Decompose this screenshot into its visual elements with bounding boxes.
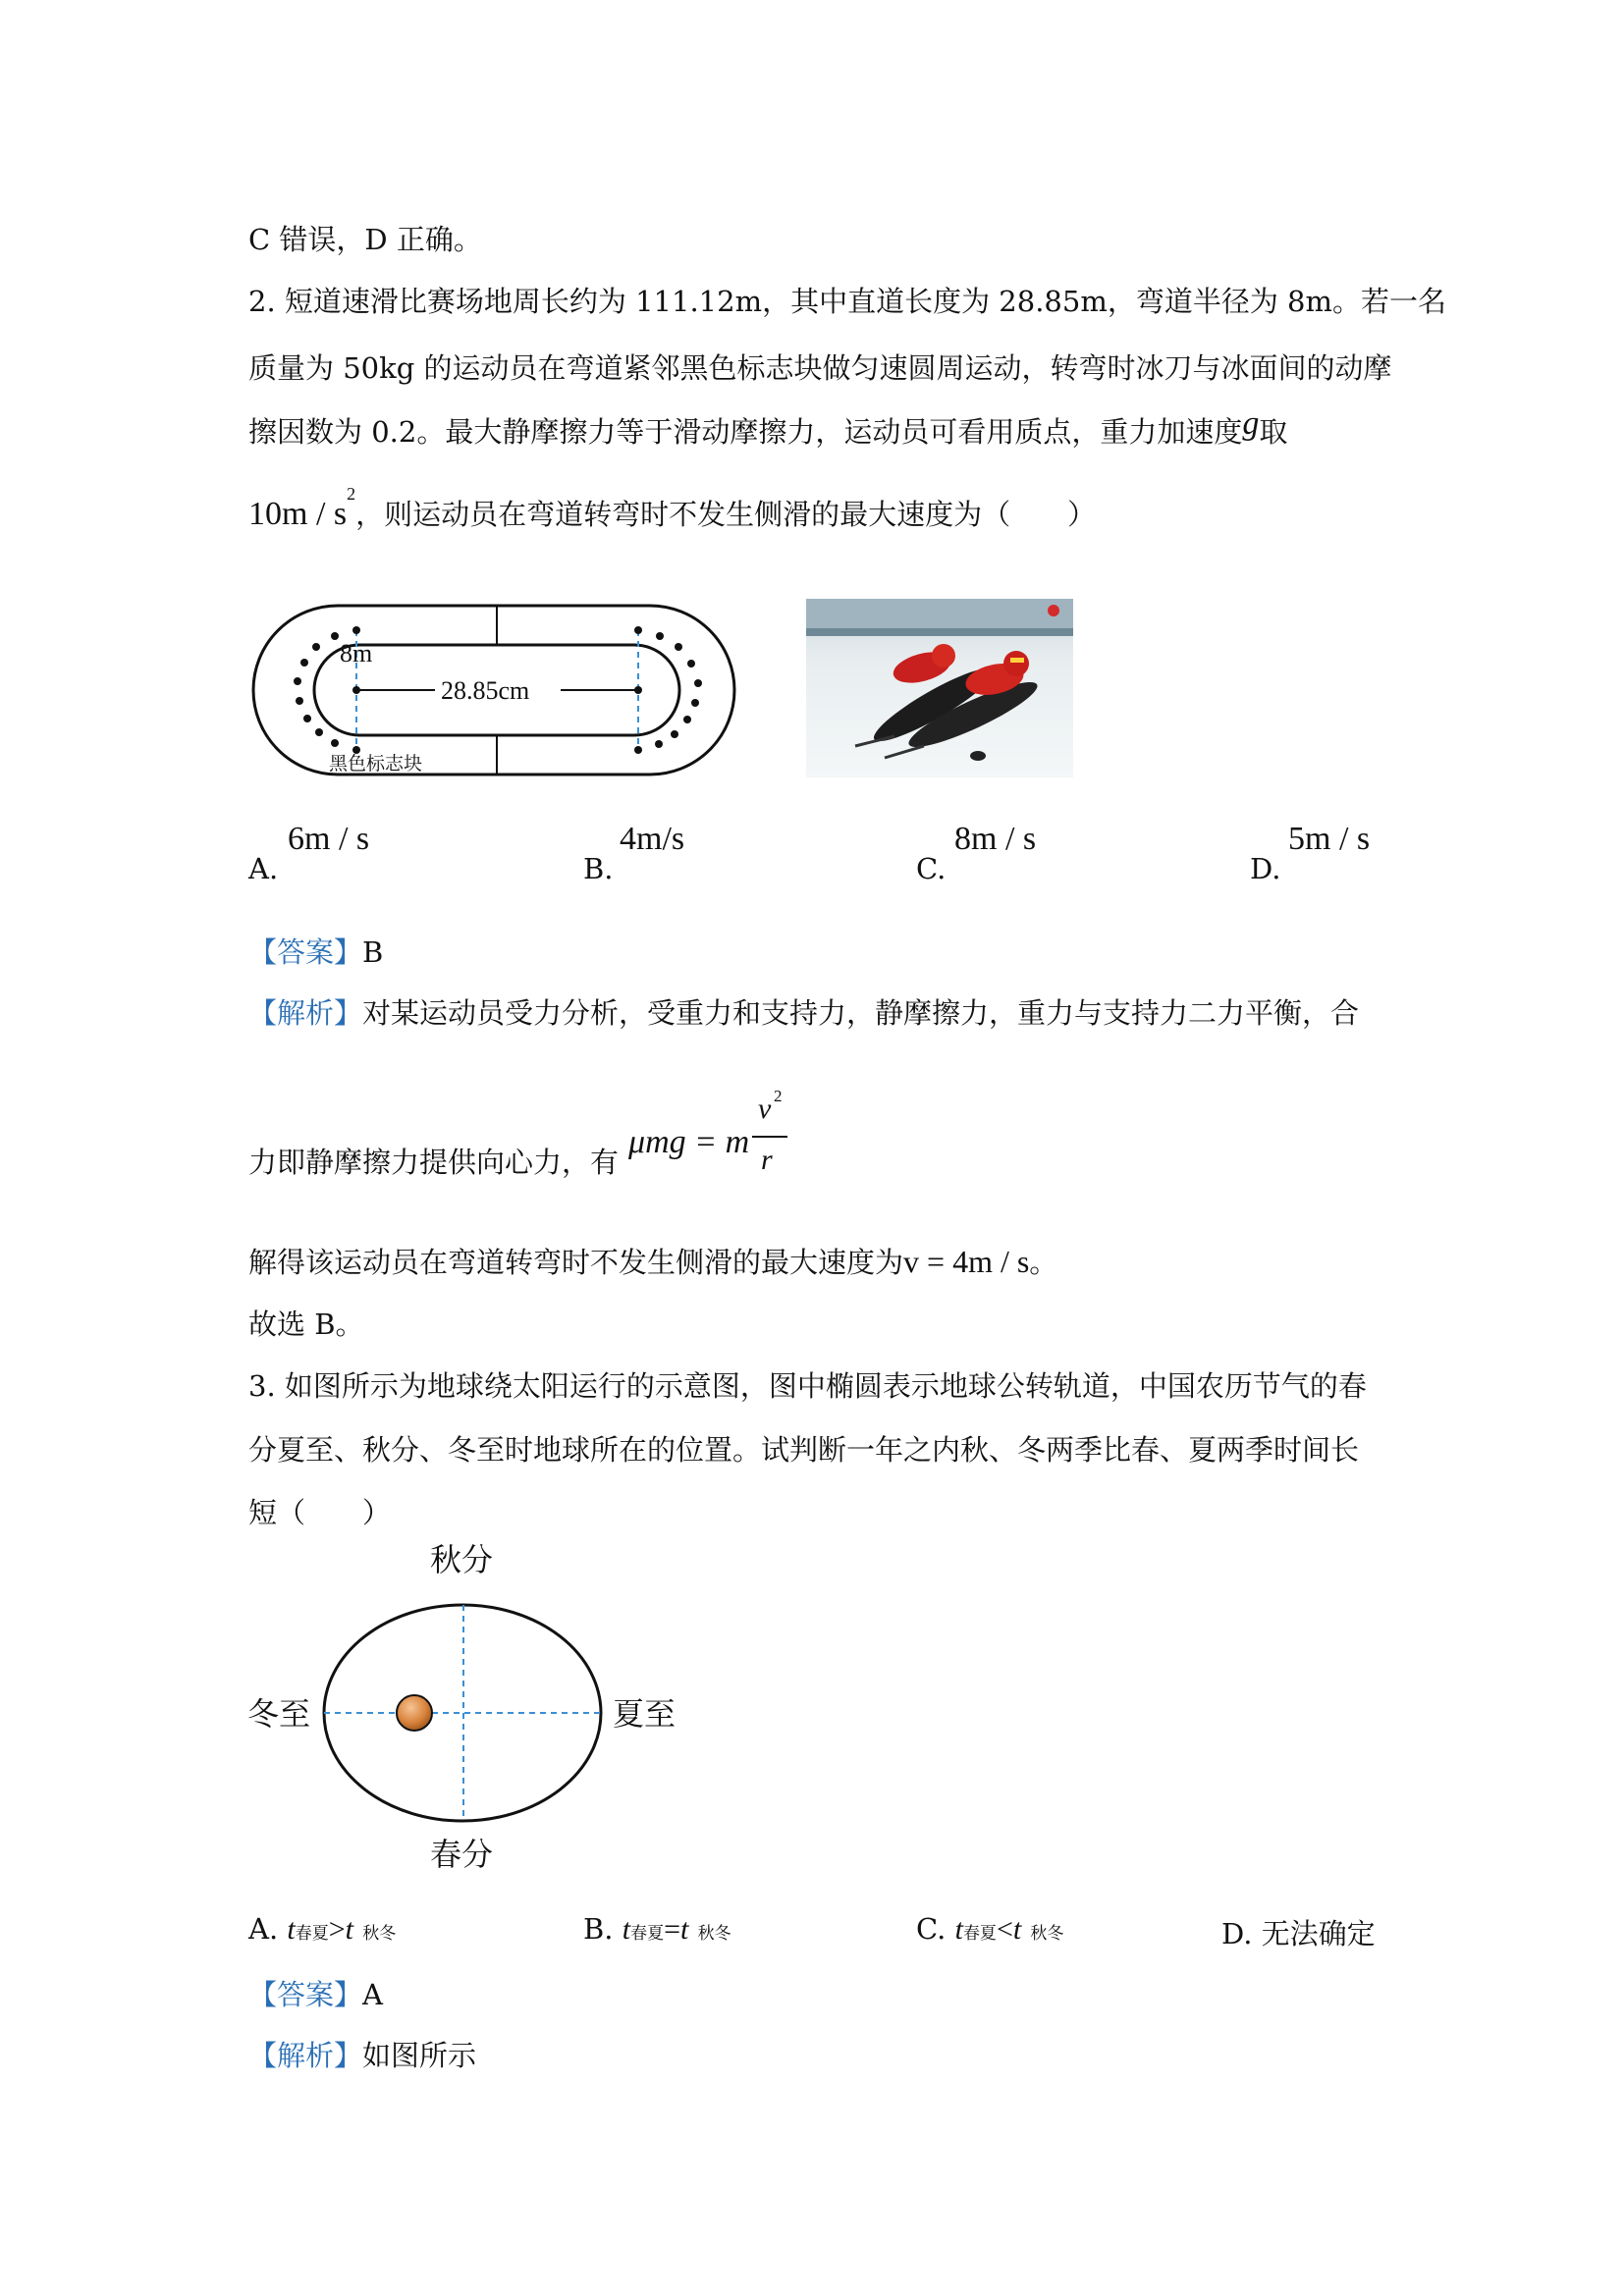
answer-text: A [362, 1978, 383, 2011]
time-symbol: t [622, 1913, 631, 1946]
autumn-equinox-label: 秋分 [430, 1542, 494, 1577]
answer-tag: 【答案】 [248, 1978, 363, 2011]
q3-answer [248, 1973, 383, 2013]
q1-conclusion: C 错误，D 正确。 [248, 223, 482, 256]
spring-equinox-label: 春分 [430, 1837, 494, 1872]
q3-option-a[interactable] [248, 1912, 396, 1947]
radius-label: 8m [340, 639, 373, 667]
analysis-text-2: 力即静摩擦力提供向心力，有 [248, 1146, 620, 1179]
comparison-operator: < [996, 1913, 1013, 1946]
gravity-value: 10m / s [248, 496, 348, 532]
result-formula: v = 4m / s [903, 1244, 1030, 1279]
season-subscript: 秋冬 [362, 1924, 397, 1944]
season-subscript: 秋冬 [1030, 1924, 1064, 1944]
q2-stem-line-3 [248, 405, 1288, 451]
analysis-text-3-end: 。 [1029, 1246, 1058, 1279]
option-value: 5m / s [1288, 821, 1371, 857]
gravity-symbol: g [1242, 405, 1260, 442]
marker-label: 黑色标志块 [329, 754, 423, 774]
time-symbol: t [287, 1913, 296, 1946]
q2-stem-line-4 [248, 484, 1097, 533]
analysis-tag: 【解析】 [248, 2039, 363, 2072]
comparison-operator: = [664, 1913, 681, 1946]
formula-denominator: r [761, 1144, 773, 1176]
option-label: B. [583, 852, 614, 885]
option-text: 无法确定 [1261, 1917, 1376, 1950]
q3-analysis [248, 2034, 476, 2074]
summer-solstice-label: 夏至 [613, 1696, 677, 1732]
length-label: 28.85cm [441, 676, 530, 705]
option-value: 4m/s [620, 821, 685, 857]
option-label: B. [583, 1912, 614, 1946]
q2-conclusion: 故选 B。 [248, 1308, 364, 1341]
q3-stem-line-3: 短（ ） [248, 1496, 392, 1529]
answer-tag: 【答案】 [248, 935, 363, 969]
gravity-exponent: 2 [347, 484, 356, 505]
option-label: C. [916, 1912, 947, 1946]
track-diagram [248, 601, 749, 779]
q3-option-b[interactable] [583, 1912, 731, 1947]
option-value: 8m / s [954, 821, 1037, 857]
season-subscript: 春夏 [962, 1924, 997, 1944]
comparison-operator: > [328, 1913, 346, 1946]
q2-answer [248, 931, 383, 971]
q3-stem-line-1: 3. 如图所示为地球绕太阳运行的示意图，图中椭圆表示地球公转轨道，中国农历节气的春 [248, 1369, 1367, 1403]
time-symbol: t [680, 1913, 689, 1946]
q2-question: ，则运动员在弯道转弯时不发生侧滑的最大速度为（ ） [355, 498, 1097, 531]
option-label: A. [248, 1912, 279, 1946]
season-subscript: 春夏 [295, 1924, 329, 1944]
q2-stem-line-1: 2. 短道速滑比赛场地周长约为 111.12m，其中直道长度为 28.85m，弯道半径为 8m。若一名 [248, 285, 1446, 318]
q2-analysis-line-2 [248, 1141, 619, 1181]
answer-text: B [362, 935, 384, 969]
formula-left: μmg = m [628, 1124, 750, 1160]
time-symbol: t [1012, 1913, 1022, 1946]
q3-option-d[interactable] [1221, 1912, 1376, 1952]
q2-stem-text: 擦因数为 0.2。最大静摩擦力等于滑动摩擦力，运动员可看用质点，重力加速度 [248, 415, 1243, 449]
option-value: 6m / s [288, 821, 370, 857]
q3-option-c[interactable] [916, 1912, 1063, 1947]
formula-exponent: 2 [774, 1087, 783, 1105]
q2-analysis-line-3 [248, 1241, 1057, 1281]
orbit-diagram [245, 1541, 697, 1885]
analysis-text-3: 解得该运动员在弯道转弯时不发生侧滑的最大速度为 [248, 1246, 904, 1279]
analysis-text: 如图所示 [362, 2039, 477, 2072]
option-label: C. [916, 852, 947, 885]
q3-stem-line-2: 分夏至、秋分、冬至时地球所在的位置。试判断一年之内秋、冬两季比春、夏两季时间长 [248, 1433, 1360, 1467]
skating-photo [806, 599, 1073, 777]
option-label: D. [1250, 852, 1281, 885]
q2-stem-take: 取 [1259, 415, 1288, 449]
q2-analysis-line-1 [248, 991, 1359, 1032]
option-label: A. [248, 852, 279, 885]
formula-numerator: v [758, 1093, 772, 1125]
option-label: D. [1221, 1917, 1253, 1950]
analysis-tag: 【解析】 [248, 996, 363, 1030]
centripetal-formula [628, 1087, 795, 1193]
season-subscript: 春夏 [630, 1924, 665, 1944]
time-symbol: t [345, 1913, 353, 1946]
time-symbol: t [954, 1913, 963, 1946]
q2-stem-line-2: 质量为 50kg 的运动员在弯道紧邻黑色标志块做匀速圆周运动，转弯时冰刀与冰面间的动摩 [248, 351, 1392, 385]
winter-solstice-label: 冬至 [247, 1696, 311, 1732]
season-subscript: 秋冬 [697, 1924, 731, 1944]
fraction-bar [752, 1136, 787, 1138]
analysis-text: 对某运动员受力分析，受重力和支持力，静摩擦力，重力与支持力二力平衡，合 [362, 996, 1360, 1030]
